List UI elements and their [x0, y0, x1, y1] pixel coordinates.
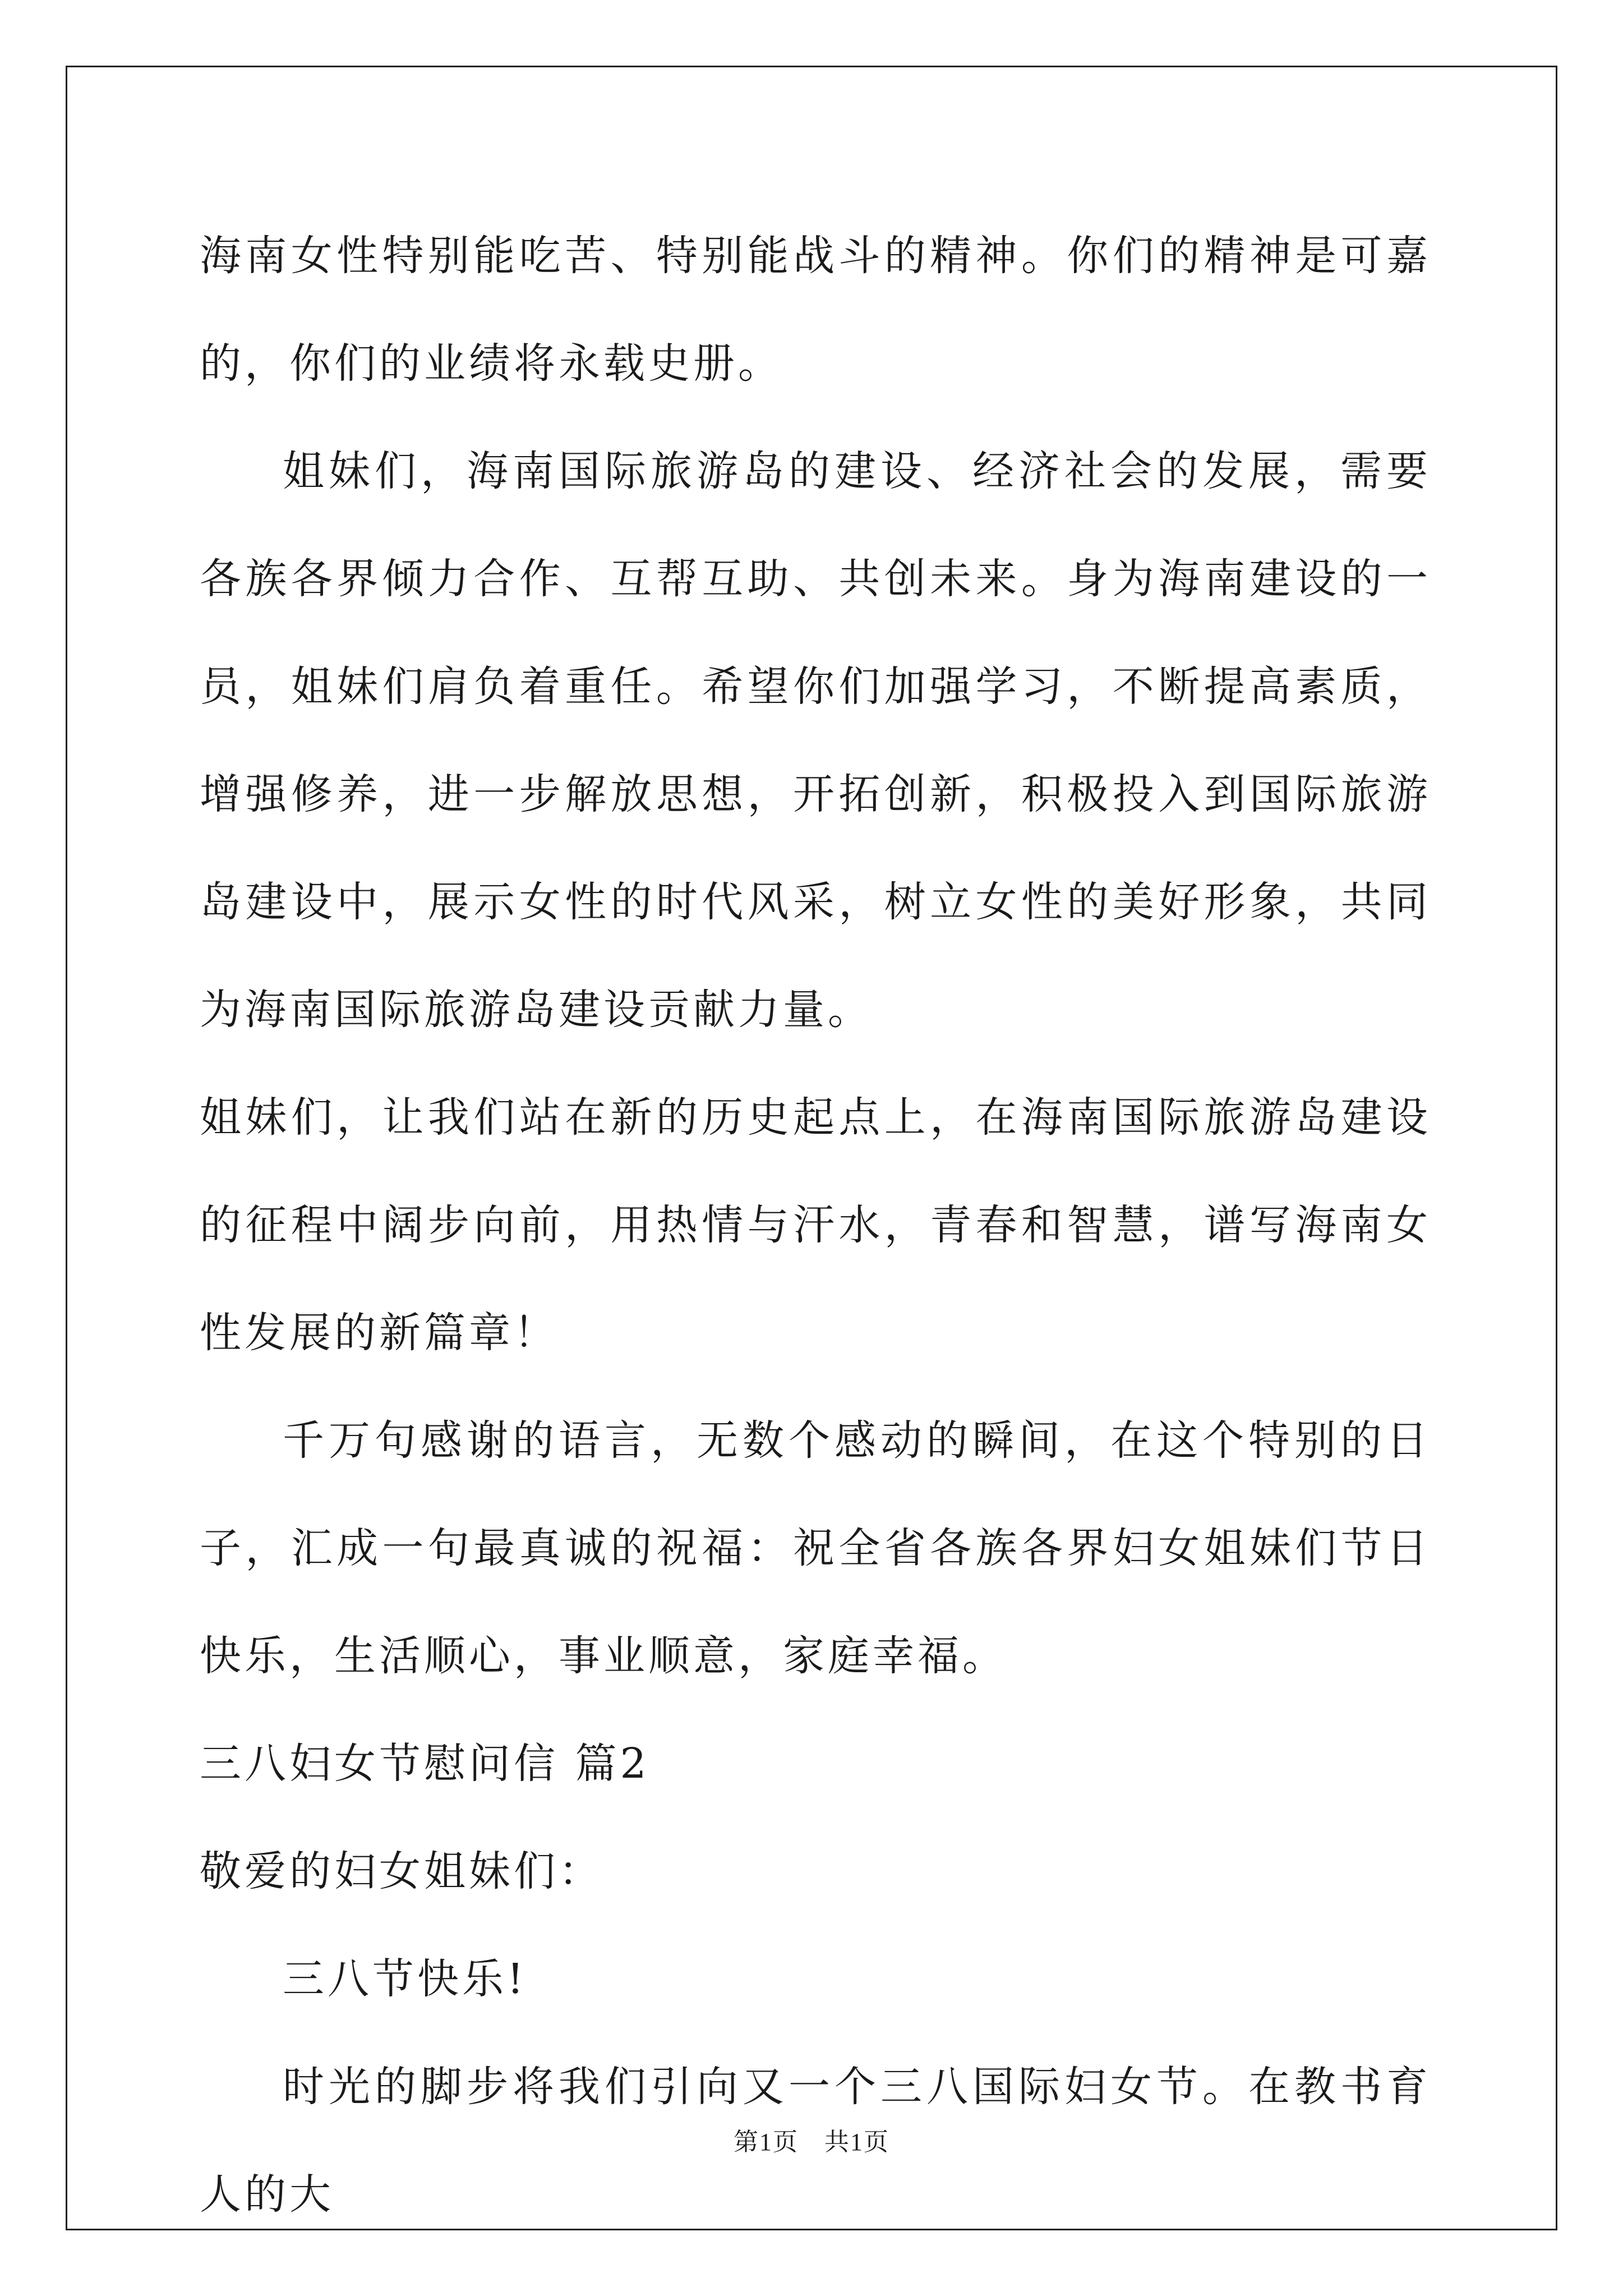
paragraph: 姐妹们，海南国际旅游岛的建设、经济社会的发展，需要各族各界倾力合作、互帮互助、共创未来。身为海南建设的一员，姐妹们肩负着重任。希望你们加强学习，不断提高素质，增强修养，进一步解放思想，开拓创新，积极投入到国际旅游岛建设中，展示女性的时代风采，树立女性的美好形象，共同为海南国际旅游岛建设贡献力量。 [200, 447, 1431, 1034]
salutation: 敬爱的妇女姐妹们： [200, 1847, 603, 1895]
paragraph: 千万句感谢的语言，无数个感动的瞬间，在这个特别的日子，汇成一句最真诚的祝福：祝全省各族各界妇女姐妹们节日快乐，生活顺心，事业顺意，家庭幸福。 [200, 1416, 1431, 1680]
paragraph: 时光的脚步将我们引向又一个三八国际妇女节。在教书育人的大 [200, 2063, 1431, 2219]
document-body [200, 202, 1431, 2248]
greeting: 三八节快乐! [283, 1955, 527, 2003]
paragraph: 海南女性特别能吃苦、特别能战斗的精神。你们的精神是可嘉的，你们的业绩将永载史册。 [200, 232, 1431, 388]
page-footer: 第1页 共1页 [734, 2128, 889, 2156]
section-heading: 三八妇女节慰问信 篇2 [200, 1740, 650, 1788]
paragraph: 姐妹们，让我们站在新的历史起点上，在海南国际旅游岛建设的征程中阔步向前，用热情与汗水，青春和智慧，谱写海南女性发展的新篇章！ [200, 1093, 1431, 1357]
